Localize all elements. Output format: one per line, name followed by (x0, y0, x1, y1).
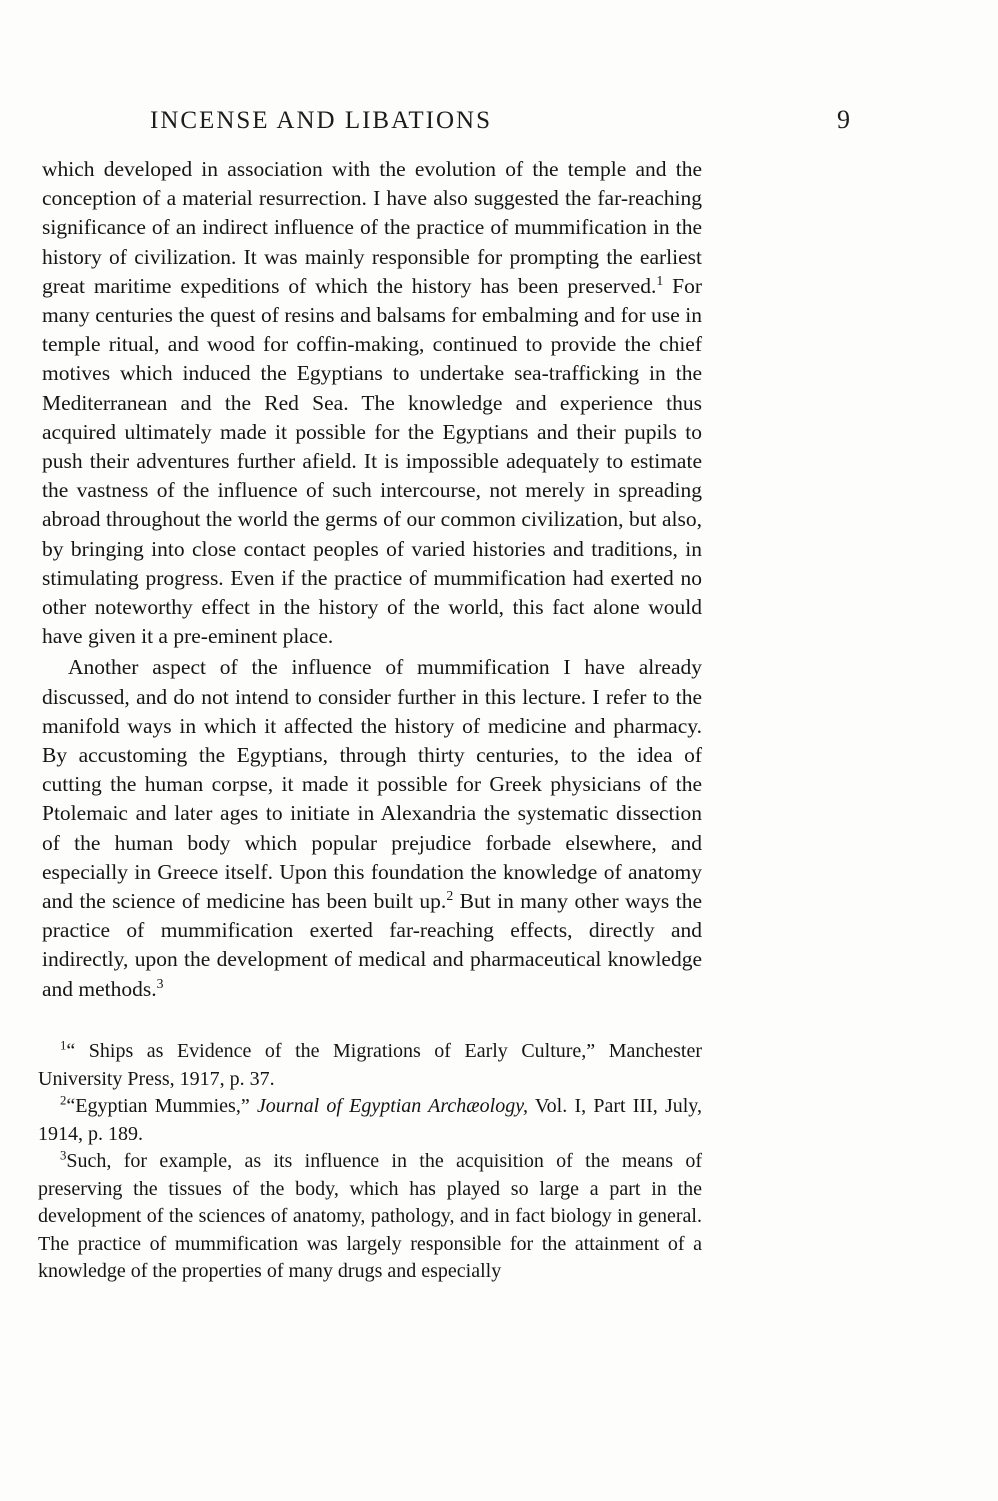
footnotes-block (38, 1038, 702, 1286)
footnote-marker-2: 2 (446, 887, 454, 903)
paragraph-1-continuation: For many centuries the quest of resins and balsams for embalming and for use in temple ritual, and wood for coffin-making, continued to provide the chief motives which induced the Egyptians to undertake sea-trafficking in the Mediterranean and the Red Sea. The knowledge and experience thus acquired ultimately made it possible for the Egyptians and their pupils to push their adventures further afield. It is impossible adequately to estimate the vastness of the influence of such intercourse, not merely in spreading abroad throughout the world the germs of our common civilization, but also, by bringing into close contact peoples of varied histories and traditions, in stimulating progress. Even if the practice of mummification had exerted no other noteworthy effect in the history of the world, this fact alone would have given it a pre-eminent place. (42, 273, 702, 649)
paragraph-2-text: Another aspect of the influence of mummification I have already discussed, and do not intend to consider further in this lecture. I refer to the manifold ways in which it affected the history of medicine and pharmacy. By accustoming the Egyptians, through thirty centuries, to the idea of cutting the human corpse, it made it possible for Greek physicians of the Ptolemaic and later ages to initiate in Alexandria the systematic dissection of the human body which popular prejudice forbade elsewhere, and especially in Greece itself. Upon this foundation the knowledge of anatomy and the science of medicine has been built up. (42, 655, 702, 914)
footnote-1-marker: 1 (60, 1038, 67, 1053)
paragraph-1 (42, 155, 702, 651)
body-text (42, 155, 702, 1004)
footnote-3-text: Such, for example, as its influence in the acquisition of the means of preserving the tissues of the body, which has played so large a part in the development of the sciences of anatomy, pathology, and in fact biology in general. The practice of mummification was largely responsible for the attainment of a knowledge of the properties of many drugs and especially (38, 1150, 702, 1282)
footnote-2 (38, 1093, 702, 1148)
footnote-1 (38, 1038, 702, 1093)
footnote-marker-3: 3 (156, 975, 164, 991)
paragraph-1-text: which developed in association with the evolution of the temple and the conception of a material resurrection. I have also suggested the far-reaching significance of an indirect influence of the practice of mummification in the history of civilization. It was mainly responsible for prompting the earliest great maritime expeditions of which the history has been preserved. (42, 157, 702, 298)
paragraph-2 (42, 653, 702, 1003)
paragraph-2-continuation: But in many other ways the practice of mummification exerted far-reaching effects, directly and indirectly, upon the development of medical and pharmaceutical knowledge and methods. (42, 889, 702, 1001)
footnote-1-text: “ Ships as Evidence of the Migrations of Early Culture,” Manchester University Press, 1917, p. 37. (38, 1040, 702, 1090)
footnote-2-marker: 2 (60, 1093, 67, 1108)
footnote-3-marker: 3 (60, 1148, 67, 1163)
footnote-marker-1: 1 (656, 272, 664, 288)
running-head (150, 105, 850, 135)
footnote-3 (38, 1148, 702, 1286)
page-header-title: INCENSE AND LIBATIONS (150, 107, 492, 134)
footnote-2-text-tail: Vol. I, Part III, July, 1914, p. 189. (38, 1095, 702, 1145)
footnote-2-journal-title: Journal of Egyptian Archæology, (256, 1095, 528, 1117)
page-number: 9 (837, 105, 850, 134)
footnote-2-text: “Egyptian Mummies,” (66, 1095, 257, 1117)
